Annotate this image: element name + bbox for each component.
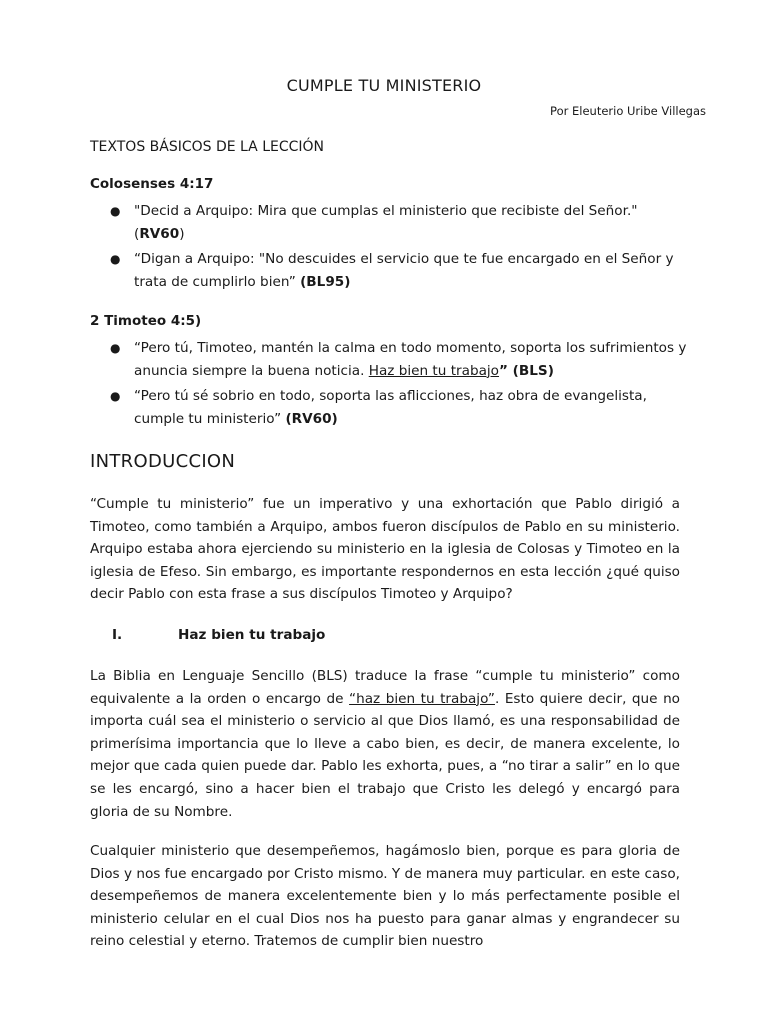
verse-version: RV60 bbox=[139, 225, 180, 242]
introduction-paragraph: “Cumple tu ministerio” fue un imperativo y una exhortación que Pablo dirigió a Timoteo, como también a Arquipo, ambos fueron discípulos de Pablo en su ministerio. Arquipo estaba ahora ejerciendo su ministerio en la iglesia de Colosas y Timoteo en la iglesia de Efeso. Sin embargo, es importante respondernos en esta lección ¿qué quiso decir Pablo con esta frase a sus discípulos Timoteo y Arquipo? bbox=[90, 496, 680, 603]
verse-version: (RV60) bbox=[285, 410, 338, 427]
basic-texts-label: TEXTOS BÁSICOS DE LA LECCIÓN bbox=[90, 139, 325, 155]
document-title: CUMPLE TU MINISTERIO bbox=[286, 76, 482, 95]
document-author: Por Eleuterio Uribe Villegas bbox=[550, 104, 706, 118]
underlined-phrase: “haz bien tu trabajo” bbox=[349, 690, 495, 707]
list-item bbox=[90, 200, 690, 245]
bullet-icon: ● bbox=[110, 341, 121, 355]
bullet-icon: ● bbox=[110, 252, 121, 266]
verse-version: ” (BLS) bbox=[499, 362, 554, 379]
section-paragraph-2: Cualquier ministerio que desempeñemos, hagámoslo bien, porque es para gloria de Dios y nos fue encargado por Cristo mismo. Y de manera muy particular. en este caso, desempeñemos de manera excelentemente bien y lo más perfectamente posible el ministerio celular en el cual Dios nos ha puesto para ganar almas y engrandecer su reino celestial y eterno. Tratemos de cumplir bien nuestro bbox=[90, 843, 681, 950]
bullet-icon: ● bbox=[110, 204, 121, 218]
paragraph-text: La Biblia en Lenguaje Sencillo (BLS) traduce la frase “cumple tu ministerio” como equivalente a la orden o encargo de bbox=[90, 668, 680, 707]
introduction-heading: INTRODUCCION bbox=[90, 451, 236, 472]
bullet-icon: ● bbox=[110, 389, 121, 403]
list-item bbox=[90, 385, 690, 430]
verse-suffix: ) bbox=[179, 225, 185, 242]
verse-text: “Pero tú, Timoteo, mantén la calma en todo momento, soporta los sufrimientos y anuncia siempre la buena noticia. bbox=[134, 340, 687, 379]
verse-list-colosenses bbox=[90, 200, 690, 296]
verse-text: “Digan a Arquipo: "No descuides el servicio que te fue encargado en el Señor y trata de cumplirlo bien” bbox=[134, 251, 674, 290]
reference-colosenses: Colosenses 4:17 bbox=[90, 176, 214, 192]
verse-underlined-phrase: Haz bien tu trabajo bbox=[368, 362, 500, 379]
verse-text: “Pero tú sé sobrio en todo, soporta las aflicciones, haz obra de evangelista, cumple tu ministerio” bbox=[134, 388, 647, 427]
paragraph-text: . Esto quiere decir, que no importa cuál sea el ministerio o servicio al que Dios llamó, es una responsabilidad de primerísima importancia que lo lleve a cabo bien, es decir, de manera excelente, lo mejor que cada quien puede dar. Pablo les exhorta, pues, a “no tirar a salir” en lo que se les encargó, sino a hacer bien el trabajo que Cristo les delegó y encargó para gloria de su Nombre. bbox=[90, 690, 681, 820]
section-title: Haz bien tu trabajo bbox=[178, 627, 326, 643]
section-heading bbox=[90, 627, 325, 643]
verse-version: (BL95) bbox=[300, 273, 351, 290]
list-item bbox=[90, 337, 690, 382]
verse-list-timoteo bbox=[90, 337, 690, 433]
section-paragraph-1 bbox=[90, 665, 680, 823]
list-item bbox=[90, 248, 690, 293]
verse-text: "Decid a Arquipo: Mira que cumplas el ministerio que recibiste del Señor." ( bbox=[134, 203, 638, 242]
section-number: I. bbox=[112, 627, 123, 643]
reference-timoteo: 2 Timoteo 4:5) bbox=[90, 313, 202, 329]
